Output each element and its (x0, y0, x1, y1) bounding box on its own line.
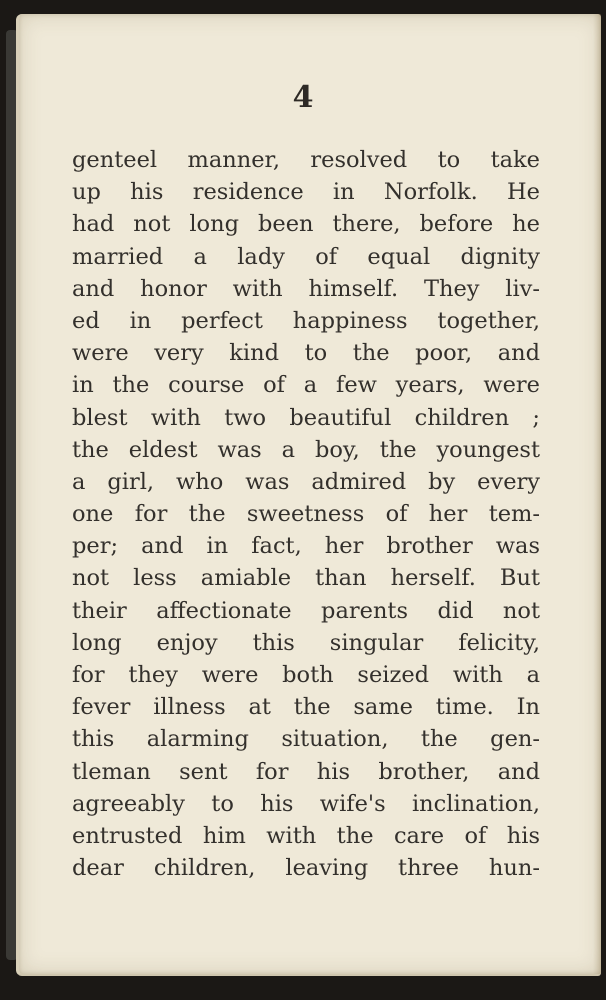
text-line: dear children, leaving three hun- (72, 855, 540, 882)
text-line: tleman sent for his brother, and (72, 758, 540, 785)
text-line: married a lady of equal dignity (72, 243, 540, 270)
text-line: were very kind to the poor, and (72, 340, 540, 367)
text-line: this alarming situation, the gen- (72, 726, 540, 753)
text-line: the eldest was a boy, the youngest (72, 436, 540, 463)
text-line: long enjoy this singular felicity, (72, 629, 540, 656)
page-number: 4 (292, 80, 314, 115)
text-line: one for the sweetness of her tem- (72, 501, 540, 528)
text-line: up his residence in Norfolk. He (72, 179, 540, 206)
text-line: had not long been there, before he (72, 211, 540, 238)
text-line: agreeably to his wife's inclination, (72, 790, 540, 817)
text-line: for they were both seized with a (72, 662, 540, 688)
text-line: their affectionate parents did not (72, 597, 540, 624)
text-line: a girl, who was admired by every (72, 468, 540, 495)
page-text (72, 144, 540, 884)
text-line: entrusted him with the care of his (72, 822, 540, 849)
text-line: ed in perfect happiness together, (72, 307, 540, 334)
text-line: blest with two beautiful children ; (72, 404, 540, 431)
text-line: per; and in fact, her brother was (72, 533, 540, 560)
text-line: and honor with himself. They liv- (72, 275, 540, 302)
text-line: genteel manner, resolved to take (72, 147, 540, 173)
text-line: not less amiable than herself. But (72, 565, 540, 592)
text-line: in the course of a few years, were (72, 372, 540, 399)
text-line: fever illness at the same time. In (72, 694, 540, 721)
